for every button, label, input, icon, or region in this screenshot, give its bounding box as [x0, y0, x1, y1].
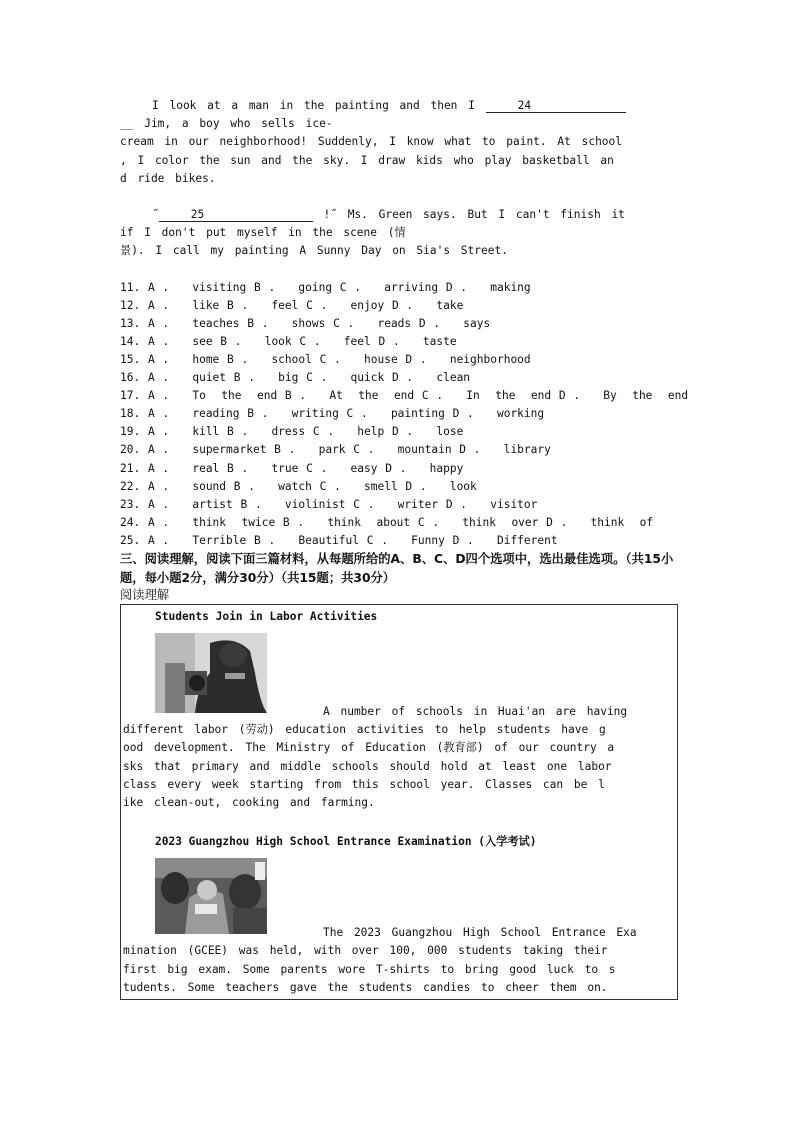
- passage-line: 景). I call my painting A Sunny Day on Sia's Street.: [120, 244, 508, 258]
- blank-24[interactable]: 24: [486, 99, 626, 113]
- reading-box: [120, 604, 678, 1000]
- document-page: [120, 97, 689, 1000]
- article-1-line: ood development. The Ministry of Education (教育部) of our country a: [123, 741, 615, 755]
- options-list: [120, 279, 689, 550]
- passage-paragraph-2: [120, 206, 676, 224]
- passage-line: __ Jim, a boy who sells ice-: [120, 117, 333, 131]
- spacer: [120, 188, 676, 206]
- spacer: [120, 261, 676, 279]
- passage-line: , I color the sun and the sky. I draw kids who play basketball an: [120, 153, 614, 167]
- article-1-line: sks that primary and middle schools should hold at least one labor: [123, 759, 612, 773]
- passage-line: cream in our neighborhood! Suddenly, I know what to paint. At school: [120, 135, 623, 149]
- article-1-line: A number of schools in Huai'an are having: [323, 705, 628, 719]
- option-line: 17. A . To the end B . At the end C . In the end D . By the end: [120, 389, 689, 403]
- reading-label: 阅读理解: [120, 588, 170, 603]
- quote-mark: ˝: [152, 208, 159, 222]
- passage-paragraph-1: [120, 97, 676, 115]
- option-line: 16. A . quiet B . big C . quick D . clean: [120, 371, 471, 385]
- option-line: 15. A . home B . school C . house D . neighborhood: [120, 353, 531, 366]
- option-line: 20. A . supermarket B . park C . mountain D . library: [120, 443, 551, 457]
- option-line: 19. A . kill B . dress C . help D . lose: [120, 425, 464, 439]
- article-2-line: first big exam. Some parents wore T-shirts to bring good luck to s: [123, 962, 616, 976]
- section-heading: 三、阅读理解，阅读下面三篇材料，从每题所给的A、B、C、D四个选项中，选出最佳选项。（共15小题，每小题2分，满分30分）（共15题；共30分）: [120, 552, 674, 585]
- article-2-photo: [155, 858, 267, 934]
- option-line: 14. A . see B . look C . feel D . taste: [120, 334, 457, 348]
- article-1-photo: [155, 633, 267, 713]
- article-1-title: Students Join in Labor Activities: [155, 610, 378, 624]
- passage-text: I look at a man in the painting and then I: [152, 99, 475, 112]
- article-2-line: tudents. Some teachers gave the students candies to cheer them on.: [123, 980, 608, 994]
- option-line: 24. A . think twice B . think about C . think over D . think of: [120, 515, 654, 529]
- article-1-line: different labor (劳动) education activities to help students have g: [123, 723, 606, 737]
- option-line: 21. A . real B . true C . easy D . happy: [120, 461, 464, 475]
- passage-text: !˝ Ms. Green says. But I can't finish it: [323, 208, 625, 222]
- option-line: 13. A . teaches B . shows C . reads D . says: [120, 316, 491, 330]
- article-1-line: ike clean-out, cooking and farming.: [123, 796, 375, 810]
- option-line: 22. A . sound B . watch C . smell D . look: [120, 479, 477, 493]
- article-1-line: class every week starting from this school year. Classes can be l: [123, 777, 605, 791]
- option-line: 12. A . like B . feel C . enjoy D . take: [120, 298, 464, 312]
- photo-labor-image: [155, 633, 267, 713]
- blank-25[interactable]: 25: [159, 208, 313, 222]
- article-2-line: mination (GCEE) was held, with over 100, 000 students taking their: [123, 944, 608, 958]
- option-line: 11. A . visiting B . going C . arriving D . making: [120, 280, 531, 294]
- option-line: 25. A . Terrible B . Beautiful C . Funny D . Different: [120, 533, 558, 547]
- article-2-title: 2023 Guangzhou High School Entrance Examination (入学考试): [155, 835, 537, 849]
- passage-line: if I don't put myself in the scene (情: [120, 226, 406, 240]
- article-2-line: The 2023 Guangzhou High School Entrance Exa: [323, 926, 637, 940]
- option-line: 23. A . artist B . violinist C . writer D . visitor: [120, 497, 538, 511]
- passage-line: d ride bikes.: [120, 171, 216, 185]
- option-line: 18. A . reading B . writing C . painting D . working: [120, 407, 545, 421]
- spacer: [123, 812, 675, 830]
- photo-exam-image: [155, 858, 267, 934]
